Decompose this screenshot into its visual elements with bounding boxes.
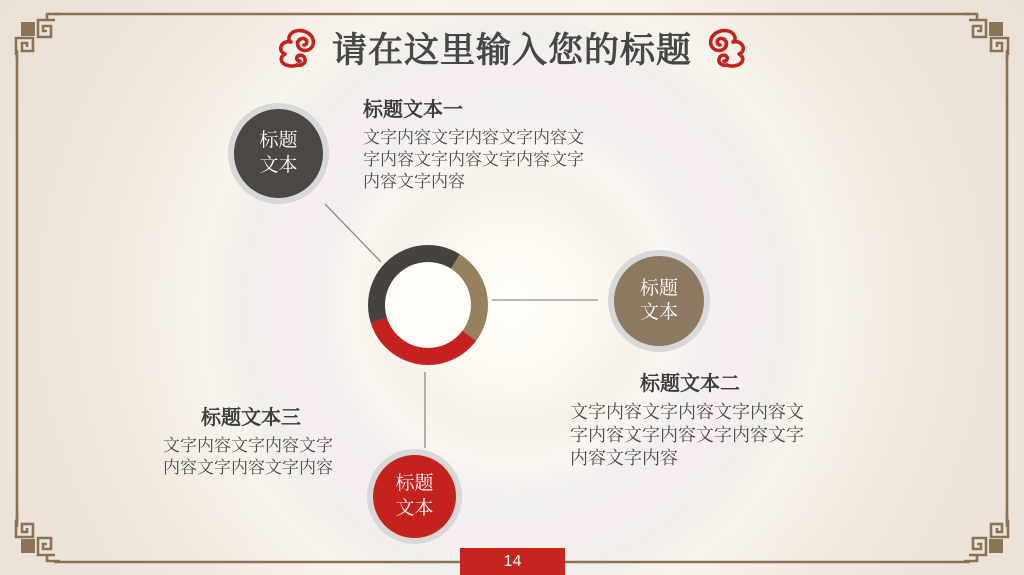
page-number-badge [460, 548, 565, 575]
block-heading: 标题文本二 [640, 373, 740, 395]
block-heading: 标题文本三 [201, 407, 301, 429]
cloud-ornament-icon-mirrored [708, 28, 748, 68]
node-circle-tan [608, 250, 710, 352]
text-block-three [163, 406, 339, 479]
node-circle-dark [228, 103, 329, 204]
node-label: 标题文本 [395, 473, 434, 519]
block-body: 文字内容文字内容文字内容文字内容文字内容文字内容文字内容文字内容 [570, 402, 804, 468]
corner-ornament-bottom-right [964, 515, 1008, 561]
page-title: 请在这里输入您的标题 [331, 31, 692, 70]
block-heading: 标题文本一 [363, 99, 463, 121]
node-label: 标题文本 [639, 277, 678, 323]
corner-ornament-bottom-left [16, 515, 60, 561]
connector-node1 [325, 204, 381, 262]
donut-hole [385, 262, 471, 348]
text-block-one [363, 98, 593, 193]
block-body: 文字内容文字内容文字内容文字内容文字内容文字内容文字内容文字内容 [363, 128, 584, 191]
node-label: 标题文本 [259, 130, 298, 176]
donut-ring-chart [368, 245, 488, 365]
slide-title-bar [0, 24, 1024, 72]
text-block-two [570, 372, 810, 470]
cloud-ornament-icon [276, 28, 316, 68]
block-body: 文字内容文字内容文字内容文字内容文字内容 [163, 436, 333, 477]
node-circle-red [367, 449, 462, 544]
page-number: 14 [503, 552, 522, 570]
